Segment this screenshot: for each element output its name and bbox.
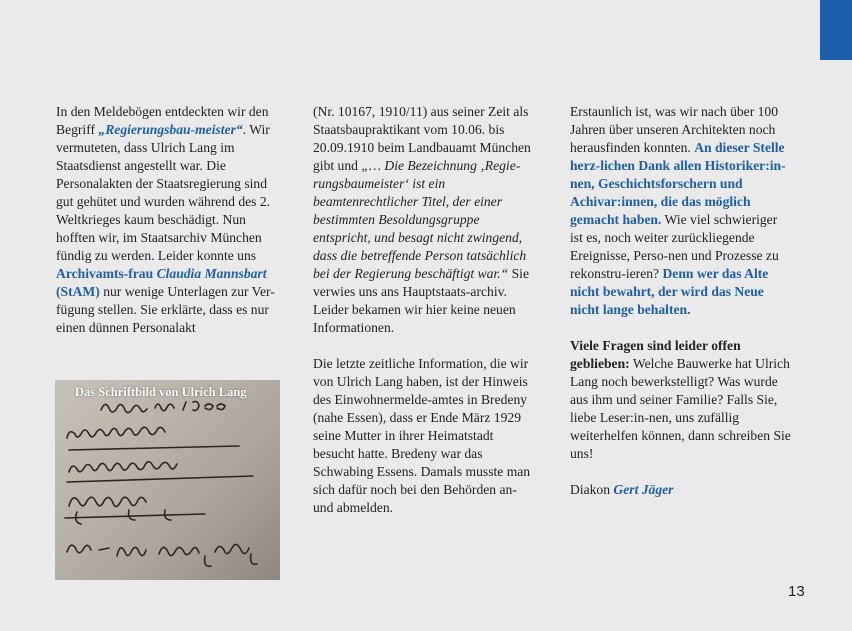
col2-text-2: Sie verwies uns ans Hauptstaats-archiv. Leider bekamen wir hier keine neuen Informationen. [313,266,529,335]
signature-name: Gert Jäger [613,482,674,497]
col3-thanks: An dieser Stelle herz-lichen Dank allen Historiker:in-nen, Geschichtsforschern und Achivar:innen, die das möglich gemacht haben. [570,140,786,227]
term-regierungsbaumeister: „Regierungsbau-meister“ [98,122,243,137]
col3-text-2: Wie viel schwieriger ist es, noch weiter zurückliegende Ereignisse, Perso-nen und Prozesse zu rekonstru-ieren? [570,212,779,281]
handwriting-scribbles [55,380,280,580]
archive-abbr: (StAM) [56,284,100,299]
column-3 [570,103,792,499]
corner-tab [820,0,852,60]
col1-text-1: In den Meldebögen entdeckten wir den Begriff [56,104,269,137]
photo-caption: Das Schriftbild von Ulrich Lang [75,385,247,399]
signature-title: Diakon [570,482,614,497]
column-2 [313,103,538,517]
col3-signature [570,481,792,499]
col3-paragraph-2 [570,337,792,463]
col1-paragraph [56,103,284,337]
archive-name: Claudia Mannsbart [156,266,267,281]
handwriting-photo [55,380,280,580]
col3-questions-text: Welche Bauwerke hat Ulrich Lang noch bewerkstelligt? Was wurde aus ihm und seiner Familie? Falls Sie, liebe Leser:in-nen, uns zufällig weiterhelfen können, dann schreiben Sie uns! [570,356,791,461]
column-1 [56,103,284,337]
col1-text-2: . Wir vermuteten, dass Ulrich Lang im Staatsdienst angestellt war. Die Personalakten der Staatsregierung sind gut gehütet und wurden während des 2. Weltkrieges kaum beschädigt. Nun hofften wir, im Staatsarchiv München fündig zu werden. Leider konnte uns [56,122,271,263]
col2-quote: „… Die Bezeichnung ‚Regie-rungsbaumeister‘ ist ein beamtenrechtlicher Titel, der einer bestimmten Besoldungsgruppe entspricht, und besagt nicht zwingend, dass die betreffende Person tatsächlich bei der Regierung beschäftigt war.“ [313,158,527,281]
archive-role: Archivamts-frau [56,266,157,281]
col2-paragraph-2: Die letzte zeitliche Information, die wir von Ulrich Lang haben, ist der Hinweis des Einwohnermelde-amtes in Bredeny (nahe Essen), dass er Ende März 1929 seine Mutter in ihrer Heimatstadt besucht hatte. Bredeny war das Schwabing Essens. Damals musste man sich dafür noch bei den Behörden an- und abmelden. [313,356,531,515]
col1-text-3: nur wenige Unterlagen zur Ver-fügung stellen. Sie erklärte, dass es nur einen dünnen Personalakt [56,284,275,335]
page-number: 13 [788,583,805,600]
col3-text-1: Erstaunlich ist, was wir nach über 100 Jahren über unseren Architekten noch herausfinden konnten. [570,104,779,155]
col3-paragraph-1 [570,103,792,319]
col3-questions-lead: Viele Fragen sind leider offen geblieben: [570,338,741,371]
col2-text-1: (Nr. 10167, 1910/11) aus seiner Zeit als Staatsbaupraktikant vom 10.06. bis 20.09.1910 beim Landbauamt München gibt und [313,104,531,173]
col2-paragraph-1 [313,103,538,337]
col3-quote: Denn wer das Alte nicht bewahrt, der wird das Neue nicht lange behalten. [570,266,769,317]
